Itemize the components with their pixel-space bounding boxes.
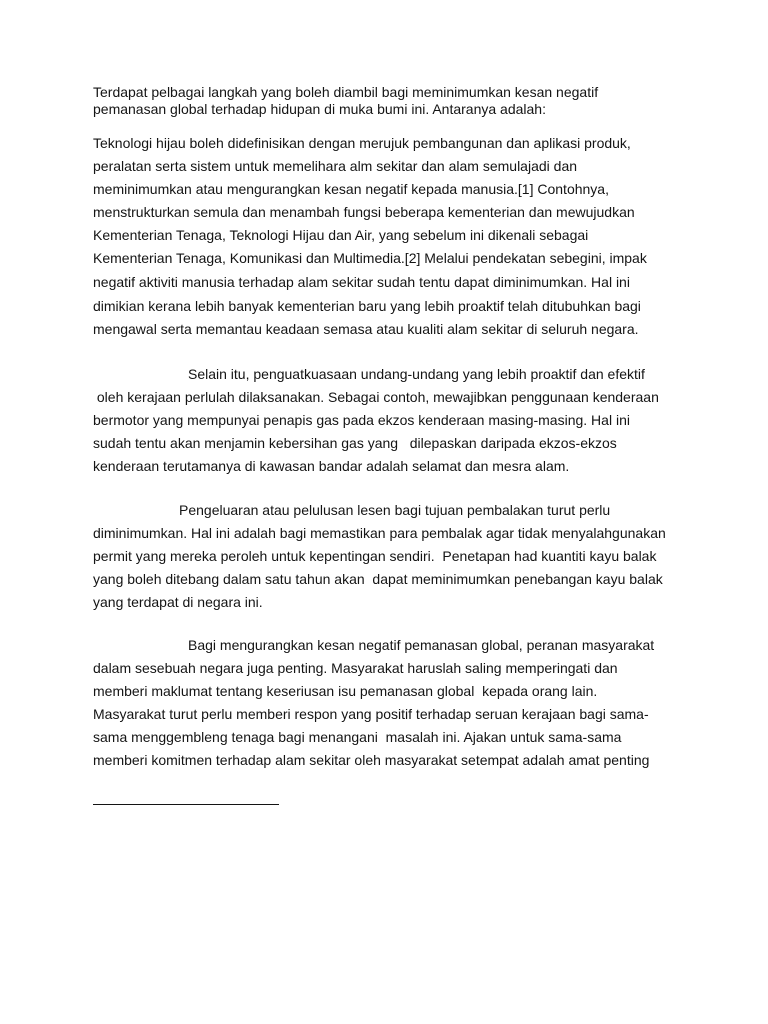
paragraph-1-line: meminimumkan atau mengurangkan kesan negatif kepada manusia.[1] Contohnya,: [93, 181, 609, 197]
paragraph-1-line: Teknologi hijau boleh didefinisikan dengan merujuk pembangunan dan aplikasi produk,: [93, 135, 631, 151]
paragraph-2-line: sudah tentu akan menjamin kebersihan gas yang dilepaskan daripada ekzos-ekzos: [93, 435, 617, 451]
paragraph-4-line: Masyarakat turut perlu memberi respon yang positif terhadap seruan kerajaan bagi sama-: [93, 706, 649, 722]
paragraph-4-line: dalam sesebuah negara juga penting. Masyarakat haruslah saling memperingati dan: [93, 660, 618, 676]
paragraph-1-line: Kementerian Tenaga, Komunikasi dan Multimedia.[2] Melalui pendekatan sebegini, impak: [93, 250, 647, 266]
paragraph-3-line: diminimumkan. Hal ini adalah bagi memastikan para pembalak agar tidak menyalahgunakan: [93, 525, 666, 541]
intro-line: pemanasan global terhadap hidupan di muka bumi ini. Antaranya adalah:: [93, 101, 546, 117]
footnote-separator: [93, 804, 279, 805]
paragraph-2-line: Selain itu, penguatkuasaan undang-undang yang lebih proaktif dan efektif: [188, 366, 645, 382]
paragraph-4-line: memberi maklumat tentang keseriusan isu pemanasan global kepada orang lain.: [93, 683, 598, 699]
paragraph-4-line: sama menggembleng tenaga bagi menangani masalah ini. Ajakan untuk sama-sama: [93, 729, 622, 745]
paragraph-1-line: dimikian kerana lebih banyak kementerian baru yang lebih proaktif telah ditubuhkan bagi: [93, 298, 641, 314]
paragraph-3-line: yang boleh ditebang dalam satu tahun akan dapat meminimumkan penebangan kayu balak: [93, 571, 663, 587]
paragraph-2-line: oleh kerajaan perlulah dilaksanakan. Sebagai contoh, mewajibkan penggunaan kenderaan: [93, 389, 659, 405]
paragraph-1-line: menstrukturkan semula dan menambah fungsi beberapa kementerian dan mewujudkan: [93, 204, 635, 220]
intro-line: Terdapat pelbagai langkah yang boleh diambil bagi meminimumkan kesan negatif: [93, 84, 599, 100]
paragraph-3-line: yang terdapat di negara ini.: [93, 594, 263, 610]
paragraph-1-line: negatif aktiviti manusia terhadap alam sekitar sudah tentu dapat diminimumkan. Hal ini: [93, 274, 630, 290]
paragraph-2-line: bermotor yang mempunyai penapis gas pada ekzos kenderaan masing-masing. Hal ini: [93, 412, 630, 428]
paragraph-1-line: mengawal serta memantau keadaan semasa atau kualiti alam sekitar di seluruh negara.: [93, 321, 639, 337]
paragraph-4-line: memberi komitmen terhadap alam sekitar oleh masyarakat setempat adalah amat penting: [93, 752, 650, 768]
paragraph-4-line: Bagi mengurangkan kesan negatif pemanasan global, peranan masyarakat: [188, 637, 655, 653]
paragraph-1-line: Kementerian Tenaga, Teknologi Hijau dan Air, yang sebelum ini dikenali sebagai: [93, 227, 589, 243]
paragraph-3-line: Pengeluaran atau pelulusan lesen bagi tujuan pembalakan turut perlu: [179, 502, 611, 518]
paragraph-1-line: peralatan serta sistem untuk memelihara alm sekitar dan alam semulajadi dan: [93, 158, 578, 174]
paragraph-3-line: permit yang mereka peroleh untuk kepentingan sendiri. Penetapan had kuantiti kayu balak: [93, 548, 657, 564]
paragraph-2-line: kenderaan terutamanya di kawasan bandar adalah selamat dan mesra alam.: [93, 458, 570, 474]
